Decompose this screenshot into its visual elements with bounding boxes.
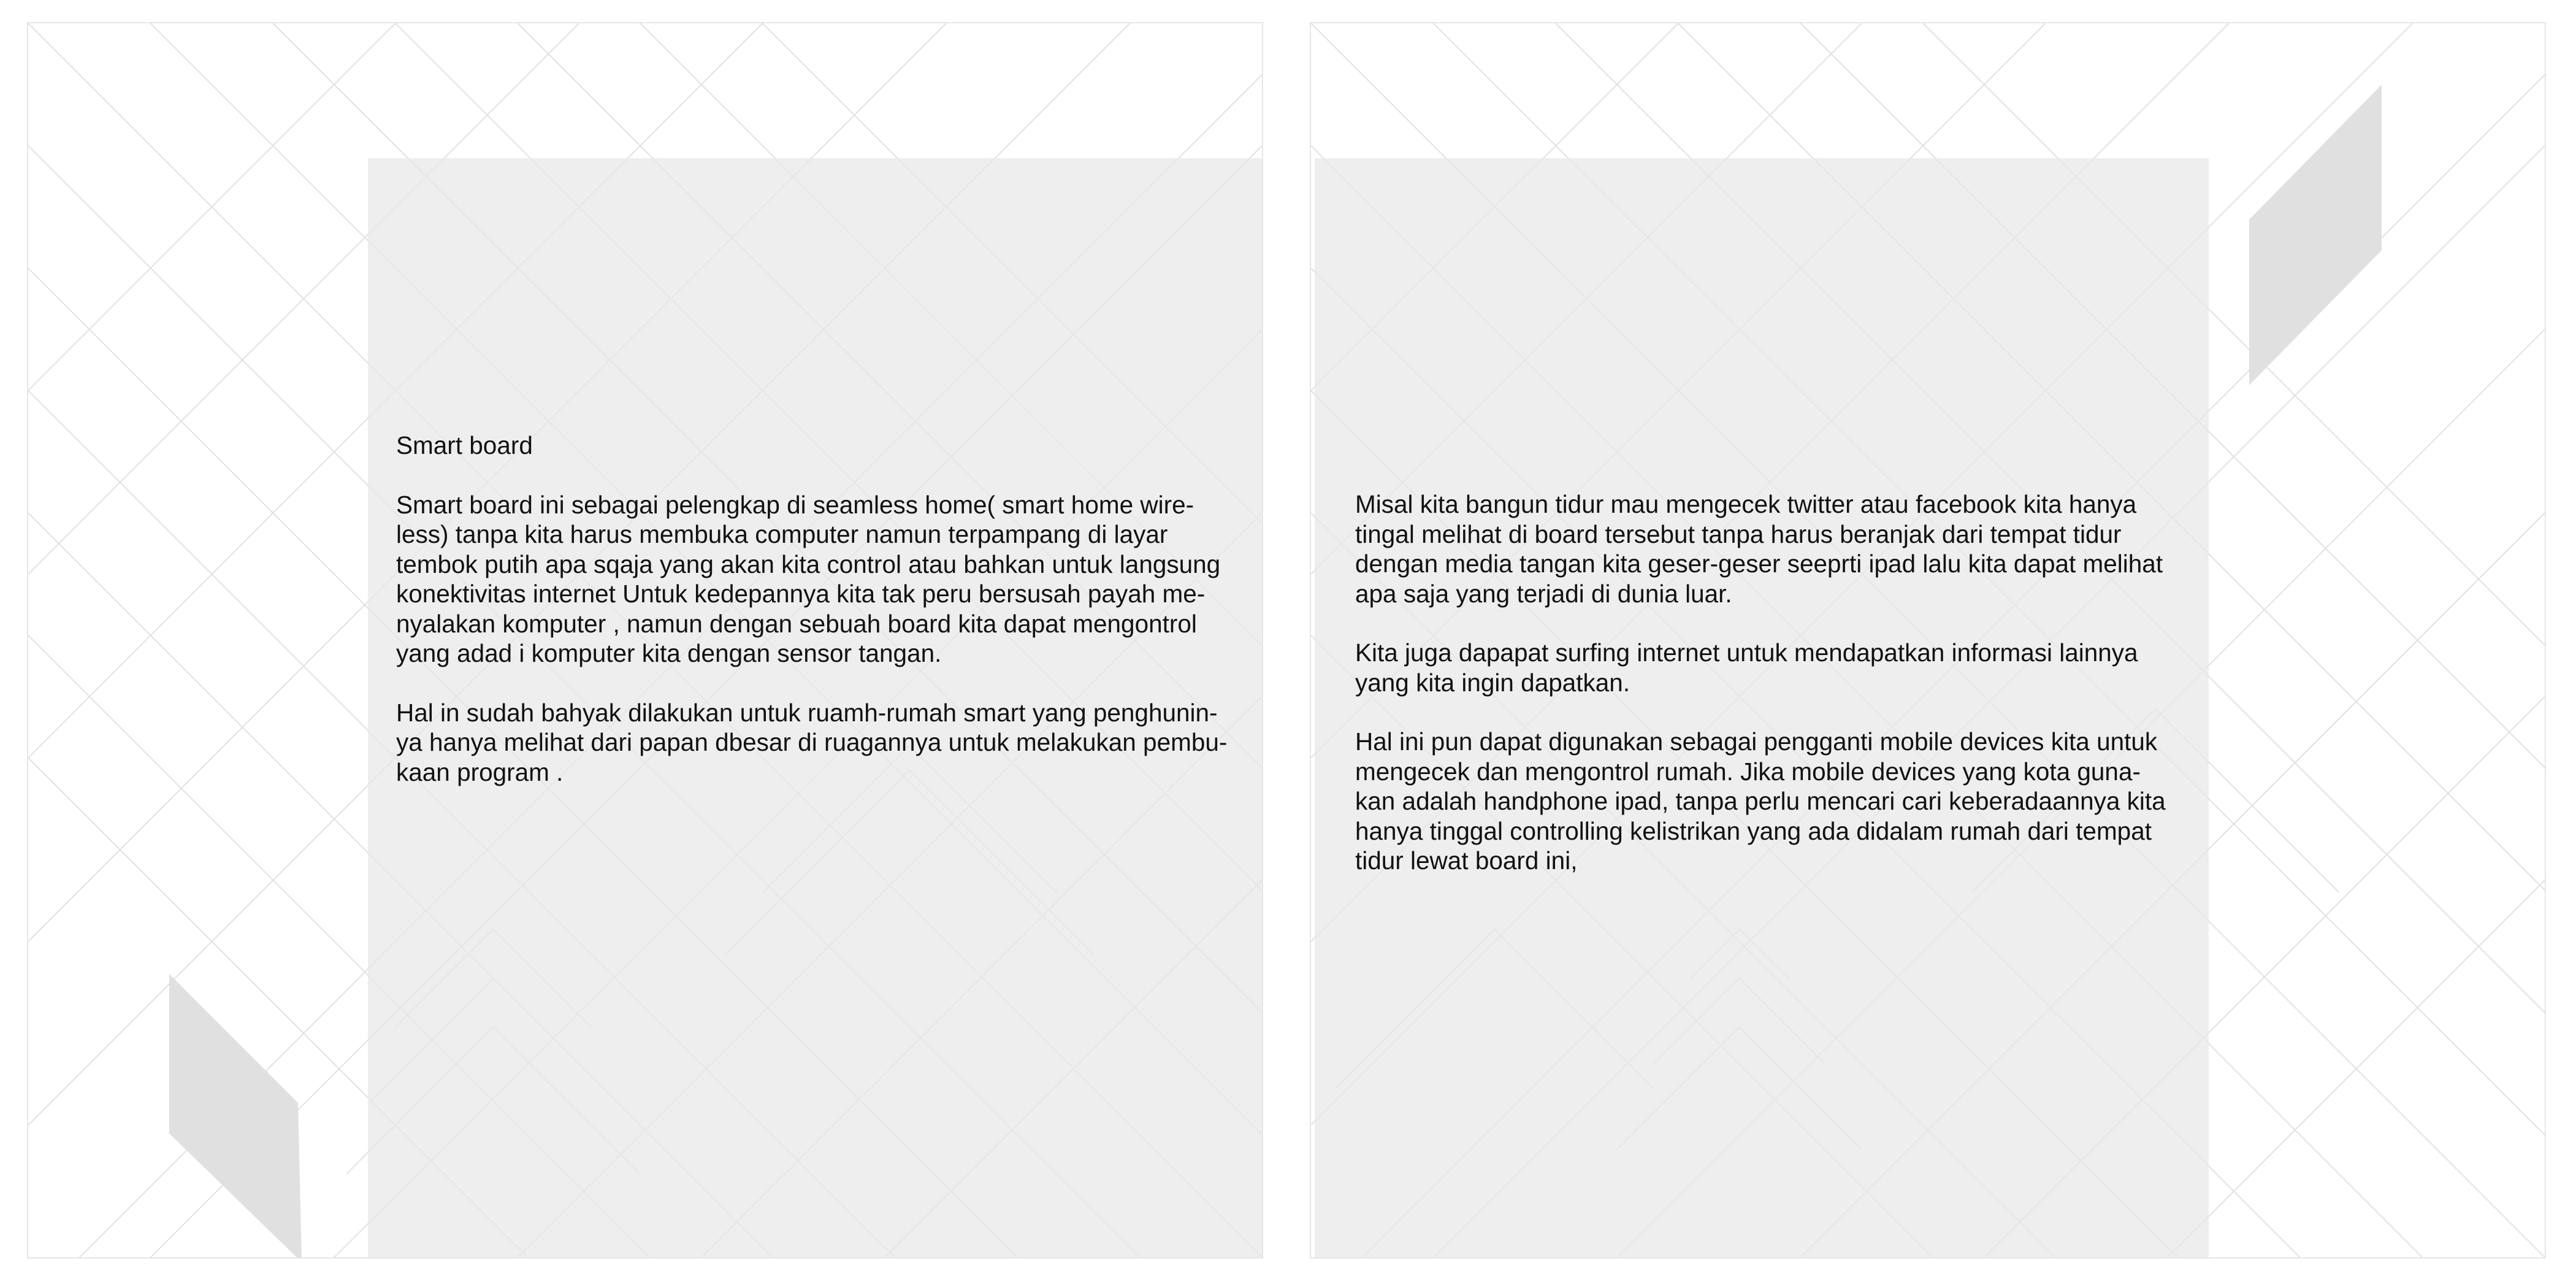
paragraph: Hal in sudah bahyak dilakukan untuk ruamh-rumah smart yang penghunin- ya hanya melihat dari papan dbesar di ruagannya untuk melakukan pembu- kaan program . <box>396 698 1228 786</box>
article-title: Smart board <box>396 431 533 459</box>
article-text <box>396 431 1230 816</box>
paragraph: Misal kita bangun tidur mau mengecek twitter atau facebook kita hanya tingal melihat di board tersebut tanpa harus beranjak dari tempat tidur dengan media tangan kita geser-geser seeprti ipad lalu kita dapat melihat apa saja yang terjadi di dunia luar. <box>1355 490 2163 608</box>
parallelogram-decoration <box>169 974 310 1259</box>
parallelogram-decoration <box>2249 85 2390 385</box>
left-page <box>27 22 1263 1259</box>
paragraph: Hal ini pun dapat digunakan sebagai pengganti mobile devices kita untuk mengecek dan mengontrol rumah. Jika mobile devices yang kota guna- kan adalah handphone ipad, tanpa perlu mencari cari keberadaannya kita hanya tinggal controlling kelistrikan yang ada didalam rumah dari tempat tidur lewat board ini, <box>1355 727 2166 875</box>
paragraph: Smart board ini sebagai pelengkap di seamless home( smart home wire- less) tanpa kita harus membuka computer namun terpampang di layar tembok putih apa sqaja yang akan kita control atau bahkan untuk langsung konektivitas internet Untuk kedepannya kita tak peru bersusah payah me- nyalakan komputer , namun dengan sebuah board kita dapat mengontrol yang adad i komputer kita dengan sensor tangan. <box>396 490 1221 667</box>
text-panel <box>368 158 1262 1257</box>
text-panel <box>1315 158 2209 1257</box>
right-page <box>1310 22 2546 1259</box>
paragraph: Kita juga dapapat surfing internet untuk mendapatkan informasi lainnya yang kita ingin dapatkan. <box>1355 638 2138 697</box>
article-text <box>1355 489 2189 905</box>
